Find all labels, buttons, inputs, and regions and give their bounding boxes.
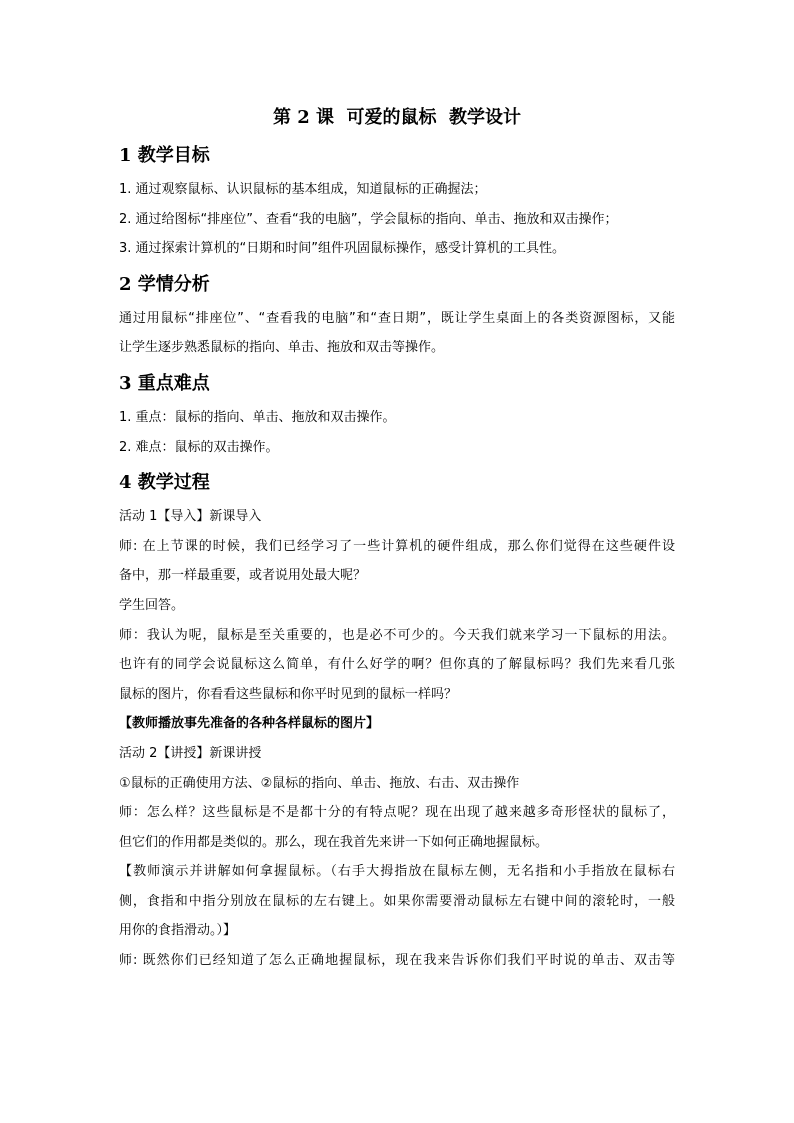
section-teaching-goals <box>119 139 675 264</box>
process-teacher-demo: 【教师演示并讲解如何拿握鼠标。（右手大拇指放在鼠标左侧，无名指和小手指放在鼠标右 <box>119 864 675 880</box>
process-line: 但它们的作用都是类似的。那么，现在我首先来讲一下如何正确地握鼠标。 <box>119 834 549 850</box>
process-line: 学生回答。 <box>119 597 185 613</box>
section-student-analysis <box>119 268 675 363</box>
analysis-line-2: 让学生逐步熟悉鼠标的指向、单击、拖放和双击等操作。 <box>119 340 445 356</box>
section-heading-goals: 1 教学目标 <box>119 145 210 166</box>
goal-item-3: 3. 通过探索计算机的“日期和时间”组件巩固鼠标操作，感受计算机的工具性。 <box>119 241 566 257</box>
process-line: 师：我认为呢，鼠标是至关重要的，也是必不可少的。今天我们就来学习一下鼠标的用法。 <box>119 627 675 643</box>
section-heading-process: 4 教学过程 <box>119 472 210 494</box>
key-point-item-2: 2. 难点：鼠标的双击操作。 <box>119 439 279 455</box>
process-line: ①鼠标的正确使用方法、②鼠标的指向、单击、拖放、右击、双击操作 <box>119 775 520 791</box>
section-teaching-process <box>119 466 675 976</box>
process-activity-2-label: 活动 2【讲授】新课讲授 <box>119 745 262 761</box>
process-line: 侧，食指和中指分别放在鼠标的左右键上。如果你需要滑动鼠标左右键中间的滚轮时，一般 <box>119 893 675 909</box>
process-line: 师: 既然你们已经知道了怎么正确地握鼠标，现在我来告诉你们我们平时说的单击、双击等 <box>119 953 675 969</box>
section-heading-key-points: 3 重点难点 <box>119 372 210 394</box>
process-line: 师: 在上节课的时候，我们已经学习了一些计算机的硬件组成，那么你们觉得在这些硬件设 <box>119 538 675 554</box>
process-line: 师：怎么样？这些鼠标是不是都十分的有特点呢？现在出现了越来越多奇形怪状的鼠标了， <box>119 805 675 821</box>
process-teacher-note: 【教师播放事先准备的各种各样鼠标的图片】 <box>119 716 380 732</box>
key-point-item-1: 1. 重点：鼠标的指向、单击、拖放和双击操作。 <box>119 409 396 425</box>
goal-item-2: 2. 通过给图标“排座位”、查看“我的电脑”，学会鼠标的指向、单击、拖放和双击操作； <box>119 211 618 227</box>
document-content <box>119 101 675 978</box>
analysis-line-1: 通过用鼠标“排座位”、“查看我的电脑”和“查日期”，既让学生桌面上的各类资源图标，又能 <box>119 310 675 326</box>
section-key-points <box>119 367 675 462</box>
process-line: 用你的食指滑动。）】 <box>119 923 237 939</box>
process-line: 鼠标的图片，你看看这些鼠标和你平时见到的鼠标一样吗？ <box>119 686 458 702</box>
goal-item-1: 1. 通过观察鼠标、认识鼠标的基本组成，知道鼠标的正确握法； <box>119 182 487 197</box>
section-heading-analysis: 2 学情分析 <box>119 273 210 295</box>
process-line: 备中，那一样最重要，或者说用处最大呢？ <box>119 568 367 584</box>
document-title: 第 2 课 可爱的鼠标 教学设计 <box>272 107 522 128</box>
process-line: 也许有的同学会说鼠标这么简单，有什么好学的啊？但你真的了解鼠标吗？我们先来看几张 <box>119 657 675 673</box>
process-activity-1-label: 活动 1【导入】新课导入 <box>119 509 262 525</box>
